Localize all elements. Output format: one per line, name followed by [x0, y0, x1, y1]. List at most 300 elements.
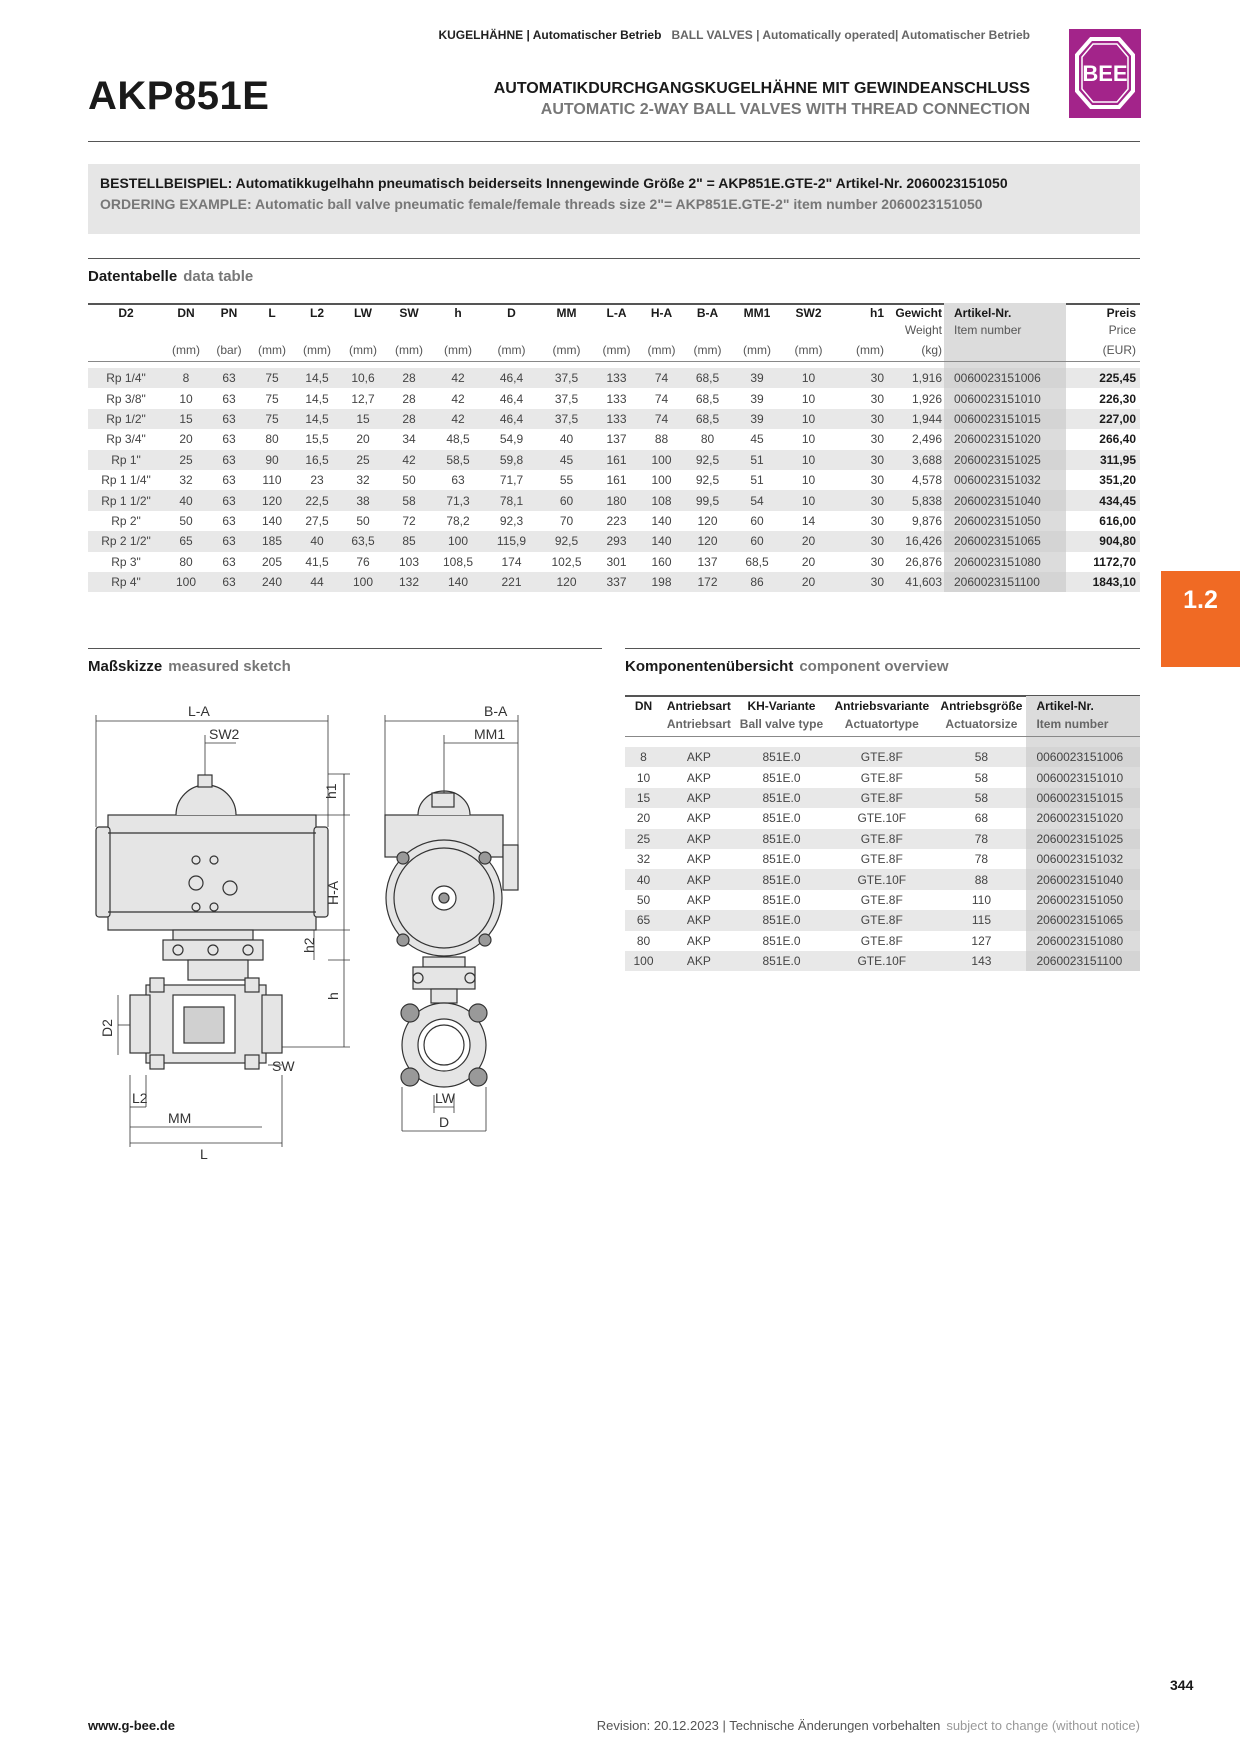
- table-row: [625, 808, 1140, 828]
- column-unit: (EUR): [1066, 339, 1140, 362]
- table-cell: 63: [222, 432, 236, 447]
- table-cell: 223: [606, 513, 627, 528]
- table-row: [88, 409, 1140, 429]
- table-cell: 40: [294, 531, 340, 551]
- table-cell: GTE.8F: [860, 770, 903, 785]
- table-cell: 14: [801, 513, 816, 528]
- table-cell: 10: [783, 368, 834, 388]
- column-header: Antriebsart: [666, 699, 731, 713]
- table-cell: 63: [208, 368, 250, 388]
- table-cell: 108,5: [442, 554, 474, 569]
- table-row: [625, 767, 1140, 787]
- data-table-heading: [88, 268, 253, 285]
- table-cell: 74: [654, 391, 669, 406]
- table-cell: 851E.0: [762, 811, 801, 826]
- table-cell: 30: [834, 490, 886, 510]
- table-cell: 14,5: [294, 368, 340, 388]
- dim-d2: D2: [99, 1019, 115, 1037]
- dim-d: D: [439, 1114, 450, 1130]
- table-cell: 851E.0: [736, 747, 827, 767]
- table-row: [625, 931, 1140, 951]
- table-cell: 1,944: [886, 409, 944, 429]
- price: 226,30: [1099, 391, 1136, 406]
- table-row: [88, 531, 1140, 551]
- table-cell: 88: [654, 432, 669, 447]
- table-cell: 14,5: [305, 391, 329, 406]
- table-cell: 100: [432, 531, 484, 551]
- column-subheader: [783, 322, 834, 339]
- table-cell: 161: [606, 473, 627, 488]
- table-cell: 26,876: [905, 554, 942, 569]
- column-header: Gewicht: [895, 306, 942, 320]
- table-cell: AKP: [686, 811, 711, 826]
- table-cell: 58,5: [432, 450, 484, 470]
- table-cell: 12,7: [351, 391, 375, 406]
- table-cell: GTE.10F: [827, 869, 936, 889]
- price: 311,95: [1066, 450, 1140, 470]
- column-header: D2: [118, 306, 134, 320]
- table-cell: 51: [731, 450, 783, 470]
- item-number: 2060023151025: [944, 450, 1066, 470]
- table-cell: 140: [651, 513, 672, 528]
- table-cell: 851E.0: [736, 869, 827, 889]
- price: 225,45: [1066, 368, 1140, 388]
- table-cell: 30: [870, 554, 884, 569]
- table-cell: 851E.0: [736, 788, 827, 808]
- item-number: 2060023151020: [1026, 808, 1140, 828]
- column-subheader: Item number: [944, 322, 1066, 339]
- column-subheader: [639, 322, 684, 339]
- table-cell: 174: [501, 554, 522, 569]
- table-cell: AKP: [662, 869, 736, 889]
- table-cell: 120: [684, 531, 731, 551]
- ordering-example-de: BESTELLBEISPIEL: Automatikkugelhahn pneumatisch beiderseits Innengewinde Größe 2" = AKP851E.GTE-2" Artikel-Nr. 2060023151050: [100, 175, 1008, 191]
- table-row: [625, 869, 1140, 889]
- table-cell: 92,3: [499, 513, 524, 528]
- table-row: [625, 890, 1140, 910]
- column-header: Preis: [1106, 306, 1136, 320]
- column-unit: (mm): [432, 339, 484, 362]
- table-cell: 63: [208, 490, 250, 510]
- side-view: [385, 791, 518, 1087]
- table-cell: 172: [684, 572, 731, 592]
- column-subheader: [484, 322, 539, 339]
- table-cell: 293: [594, 531, 639, 551]
- table-cell: 10,6: [340, 368, 386, 388]
- item-number: 2060023151040: [944, 490, 1066, 510]
- item-number: 0060023151015: [1026, 788, 1140, 808]
- table-cell: GTE.8F: [860, 892, 903, 907]
- column-header: Artikel-Nr.: [944, 303, 1066, 322]
- column-subheader: Antriebsart: [666, 717, 731, 731]
- revision-note: [597, 1718, 1140, 1733]
- table-cell: 16,426: [886, 531, 944, 551]
- table-cell: Rp 2": [111, 513, 141, 528]
- table-cell: 14,5: [294, 409, 340, 429]
- column-header: Antriebsvariante: [834, 699, 930, 713]
- item-number: 0060023151032: [1026, 849, 1140, 869]
- column-unit: (mm): [484, 339, 539, 362]
- column-subheader: Item number: [1026, 714, 1140, 732]
- table-cell: 80: [179, 554, 193, 569]
- column-unit: (mm): [783, 339, 834, 362]
- table-cell: 39: [731, 409, 783, 429]
- sketch-heading-de: Maßskizze: [88, 658, 163, 675]
- table-cell: Rp 3/4": [106, 432, 146, 447]
- table-cell: 58: [936, 788, 1026, 808]
- column-subheader: Actuatorsize: [945, 717, 1018, 731]
- item-number: 0060023151006: [944, 368, 1066, 388]
- table-cell: 60: [750, 513, 764, 528]
- table-cell: 851E.0: [736, 829, 827, 849]
- dim-h: h: [325, 992, 341, 1000]
- table-cell: 85: [386, 531, 432, 551]
- column-header: MM: [556, 306, 577, 320]
- table-cell: AKP: [662, 788, 736, 808]
- table-cell: 59,8: [484, 450, 539, 470]
- table-cell: 50: [179, 513, 193, 528]
- column-subheader: [386, 322, 432, 339]
- table-cell: 8: [164, 368, 208, 388]
- table-cell: 68,5: [745, 554, 769, 569]
- column-unit: (mm): [639, 339, 684, 362]
- dim-mm: MM: [168, 1110, 192, 1126]
- table-cell: 28: [386, 409, 432, 429]
- item-number: 0060023151032: [944, 470, 1066, 490]
- table-cell: 63: [208, 409, 250, 429]
- table-row: [88, 429, 1140, 449]
- table-cell: 851E.0: [762, 933, 801, 948]
- table-cell: 102,5: [551, 554, 582, 569]
- column-header: SW: [399, 306, 419, 320]
- table-row: [88, 450, 1140, 470]
- item-number: 0060023151010: [944, 388, 1066, 408]
- table-cell: 50: [636, 892, 651, 907]
- sketch-heading-en: measured sketch: [168, 658, 291, 675]
- bee-logo-icon: [1069, 29, 1141, 118]
- column-subheader: [294, 322, 340, 339]
- table-cell: 20: [636, 811, 651, 826]
- column-subheader: [594, 322, 639, 339]
- item-number: 2060023151050: [944, 511, 1066, 531]
- section-tab[interactable]: 1.2: [1161, 571, 1240, 667]
- data-table-heading-de: Datentabelle: [88, 268, 178, 285]
- table-row: [88, 552, 1140, 572]
- table-cell: 40: [625, 869, 662, 889]
- item-number: 2060023151065: [1026, 910, 1140, 930]
- table-cell: 39: [750, 391, 764, 406]
- table-cell: 75: [250, 409, 294, 429]
- table-cell: 54: [731, 490, 783, 510]
- table-cell: 42: [432, 368, 484, 388]
- components-divider: [625, 648, 1140, 649]
- table-cell: 30: [870, 513, 884, 528]
- column-header: h: [454, 306, 462, 320]
- table-cell: 58: [386, 490, 432, 510]
- page-number: 344: [1170, 1677, 1194, 1693]
- table-cell: Rp 3/8": [106, 391, 146, 406]
- table-cell: 45: [750, 432, 764, 447]
- column-header: PN: [220, 306, 238, 320]
- table-cell: 50: [356, 513, 370, 528]
- table-cell: 28: [402, 391, 416, 406]
- column-subheader: [625, 714, 662, 732]
- column-subheader: [684, 322, 731, 339]
- table-cell: GTE.8F: [827, 747, 936, 767]
- table-cell: 63: [222, 473, 236, 488]
- table-cell: 851E.0: [736, 951, 827, 971]
- price: 434,45: [1066, 490, 1140, 510]
- item-number: 2060023151050: [1026, 890, 1140, 910]
- table-cell: 78,2: [446, 513, 470, 528]
- dim-l: L: [200, 1146, 208, 1162]
- ordering-example: [88, 164, 1140, 234]
- table-cell: 46,4: [484, 409, 539, 429]
- item-number: 0060023151015: [944, 409, 1066, 429]
- table-cell: 71,7: [499, 473, 524, 488]
- table-cell: Rp 1 1/2": [88, 490, 164, 510]
- column-header: SW2: [795, 306, 822, 320]
- table-cell: 74: [639, 409, 684, 429]
- column-unit: (mm): [684, 339, 731, 362]
- table-cell: 1,926: [911, 391, 942, 406]
- table-cell: 180: [594, 490, 639, 510]
- column-header: L-A: [606, 306, 627, 320]
- table-cell: 15: [340, 409, 386, 429]
- column-unit: [944, 339, 1066, 362]
- table-cell: 41,603: [886, 572, 944, 592]
- table-cell: 16,5: [294, 450, 340, 470]
- components-heading-de: Komponentenübersicht: [625, 658, 794, 675]
- table-cell: 71,3: [432, 490, 484, 510]
- table-cell: AKP: [662, 829, 736, 849]
- column-header: h1: [869, 306, 884, 320]
- column-unit: (mm): [340, 339, 386, 362]
- data-table-header: [88, 303, 1140, 322]
- table-cell: 70: [559, 513, 574, 528]
- item-number: 2060023151100: [944, 572, 1066, 592]
- table-cell: 68,5: [684, 409, 731, 429]
- table-cell: GTE.8F: [827, 829, 936, 849]
- table-cell: 99,5: [684, 490, 731, 510]
- table-cell: 75: [250, 368, 294, 388]
- table-cell: 37,5: [539, 409, 594, 429]
- table-cell: 76: [356, 554, 370, 569]
- table-cell: 34: [402, 432, 416, 447]
- table-cell: 32: [179, 473, 193, 488]
- sketch-heading: [88, 658, 291, 675]
- table-cell: GTE.10F: [827, 951, 936, 971]
- table-cell: Rp 1/2": [88, 409, 164, 429]
- table-cell: Rp 3": [111, 554, 141, 569]
- column-header: Artikel-Nr.: [1026, 696, 1140, 714]
- table-cell: 48,5: [446, 432, 470, 447]
- column-unit: (bar): [208, 339, 250, 362]
- table-cell: 10: [801, 473, 816, 488]
- table-cell: 100: [340, 572, 386, 592]
- data-table-heading-en: data table: [183, 268, 254, 285]
- table-cell: 5,838: [886, 490, 944, 510]
- table-cell: Rp 1 1/4": [101, 473, 151, 488]
- table-cell: 86: [731, 572, 783, 592]
- item-number: 2060023151020: [944, 429, 1066, 449]
- table-row: [88, 368, 1140, 388]
- table-cell: 851E.0: [762, 770, 801, 785]
- table-cell: 20: [783, 531, 834, 551]
- column-subheader: Weight: [904, 323, 942, 337]
- section-divider: [88, 258, 1140, 259]
- table-cell: 28: [386, 368, 432, 388]
- table-cell: 65: [164, 531, 208, 551]
- breadcrumb: [438, 28, 1030, 42]
- column-header: MM1: [743, 306, 771, 320]
- table-cell: 100: [164, 572, 208, 592]
- table-cell: 120: [539, 572, 594, 592]
- table-cell: 198: [639, 572, 684, 592]
- price: 616,00: [1099, 513, 1136, 528]
- table-cell: 46,4: [499, 391, 524, 406]
- revision-en: subject to change (without notice): [946, 1718, 1140, 1733]
- breadcrumb-en: BALL VALVES | Automatically operated| Automatischer Betrieb: [671, 28, 1030, 42]
- table-cell: 30: [870, 473, 884, 488]
- column-subheader: [539, 322, 594, 339]
- components-heading: [625, 658, 949, 675]
- item-number: 2060023151080: [1026, 931, 1140, 951]
- table-cell: 851E.0: [762, 852, 801, 867]
- table-cell: 137: [606, 432, 627, 447]
- table-cell: 110: [971, 892, 991, 907]
- column-header: Antriebsgröße: [940, 699, 1023, 713]
- data-table-units: [88, 339, 1140, 362]
- column-subheader: [432, 322, 484, 339]
- dim-h2: h2: [301, 937, 317, 953]
- table-cell: 10: [783, 490, 834, 510]
- column-header: DN: [634, 699, 653, 713]
- table-row: [625, 910, 1140, 930]
- table-cell: AKP: [662, 910, 736, 930]
- table-cell: 100: [625, 951, 662, 971]
- table-cell: 120: [697, 513, 718, 528]
- table-cell: 30: [834, 409, 886, 429]
- dim-mm1: MM1: [474, 726, 506, 742]
- table-cell: 92,5: [539, 531, 594, 551]
- dim-lw: LW: [435, 1090, 455, 1106]
- table-cell: 54,9: [499, 432, 524, 447]
- table-cell: 20: [783, 572, 834, 592]
- table-cell: 32: [636, 852, 651, 867]
- table-cell: 10: [801, 432, 816, 447]
- table-cell: 90: [250, 450, 294, 470]
- table-row: [88, 470, 1140, 490]
- table-cell: 30: [870, 432, 884, 447]
- table-cell: 25: [340, 450, 386, 470]
- table-cell: AKP: [686, 770, 711, 785]
- column-header: L: [268, 306, 276, 320]
- table-cell: 65: [625, 910, 662, 930]
- table-cell: GTE.10F: [857, 811, 907, 826]
- table-cell: 205: [261, 554, 283, 569]
- table-row: [88, 511, 1140, 531]
- table-cell: 100: [639, 450, 684, 470]
- column-unit: (mm): [250, 339, 294, 362]
- table-cell: 38: [340, 490, 386, 510]
- sketch-divider: [88, 648, 602, 649]
- table-cell: 63: [222, 554, 236, 569]
- components-table-header: [625, 696, 1140, 714]
- subtitle-de: AUTOMATIKDURCHGANGSKUGELHÄHNE MIT GEWINDEANSCHLUSS: [493, 80, 1030, 97]
- table-cell: 30: [834, 531, 886, 551]
- table-cell: 127: [971, 933, 992, 948]
- table-row: [88, 388, 1140, 408]
- column-header: L2: [309, 306, 324, 320]
- table-cell: 30: [834, 572, 886, 592]
- table-cell: 63: [208, 572, 250, 592]
- table-cell: AKP: [686, 933, 711, 948]
- table-cell: 68,5: [695, 391, 720, 406]
- table-cell: 1,916: [886, 368, 944, 388]
- column-header: DN: [177, 306, 195, 320]
- item-number: 2060023151040: [1026, 869, 1140, 889]
- item-number: 0060023151010: [1026, 767, 1140, 787]
- website-link[interactable]: www.g-bee.de: [88, 1718, 175, 1733]
- table-cell: 37,5: [554, 391, 579, 406]
- table-cell: 160: [651, 554, 672, 569]
- front-view: [96, 775, 328, 1069]
- table-cell: 8: [625, 747, 662, 767]
- table-cell: 22,5: [294, 490, 340, 510]
- table-cell: 55: [559, 473, 574, 488]
- table-cell: 44: [294, 572, 340, 592]
- table-cell: AKP: [662, 951, 736, 971]
- table-cell: 32: [356, 473, 370, 488]
- table-row: [88, 572, 1140, 592]
- table-cell: 63: [208, 450, 250, 470]
- table-row: [625, 747, 1140, 767]
- item-number: 2060023151065: [944, 531, 1066, 551]
- table-cell: 133: [594, 409, 639, 429]
- price: 1172,70: [1093, 554, 1136, 569]
- price: 351,20: [1099, 473, 1136, 488]
- dim-h1: h1: [323, 783, 339, 799]
- column-header: LW: [354, 306, 372, 320]
- table-cell: 88: [936, 869, 1026, 889]
- table-cell: 2,496: [911, 432, 942, 447]
- column-unit: (mm): [386, 339, 432, 362]
- column-subheader: [88, 322, 164, 339]
- table-cell: 42: [432, 409, 484, 429]
- table-cell: 115: [936, 910, 1026, 930]
- table-cell: 20: [801, 554, 816, 569]
- table-cell: 42: [386, 450, 432, 470]
- table-cell: 9,876: [911, 513, 942, 528]
- bee-logo: [1069, 29, 1141, 118]
- page-title: AKP851E: [88, 74, 270, 118]
- column-unit: [88, 339, 164, 362]
- table-cell: 45: [539, 450, 594, 470]
- table-cell: AKP: [686, 892, 711, 907]
- table-cell: 10: [179, 391, 193, 406]
- table-cell: 140: [639, 531, 684, 551]
- dim-ha: H-A: [325, 880, 341, 905]
- column-subheader: Price: [1108, 323, 1136, 337]
- price: 227,00: [1066, 409, 1140, 429]
- table-cell: 851E.0: [762, 892, 801, 907]
- item-number: 2060023151025: [1026, 829, 1140, 849]
- table-cell: 63: [451, 473, 465, 488]
- table-cell: 20: [179, 432, 193, 447]
- table-cell: 221: [484, 572, 539, 592]
- dim-la: L-A: [188, 703, 210, 719]
